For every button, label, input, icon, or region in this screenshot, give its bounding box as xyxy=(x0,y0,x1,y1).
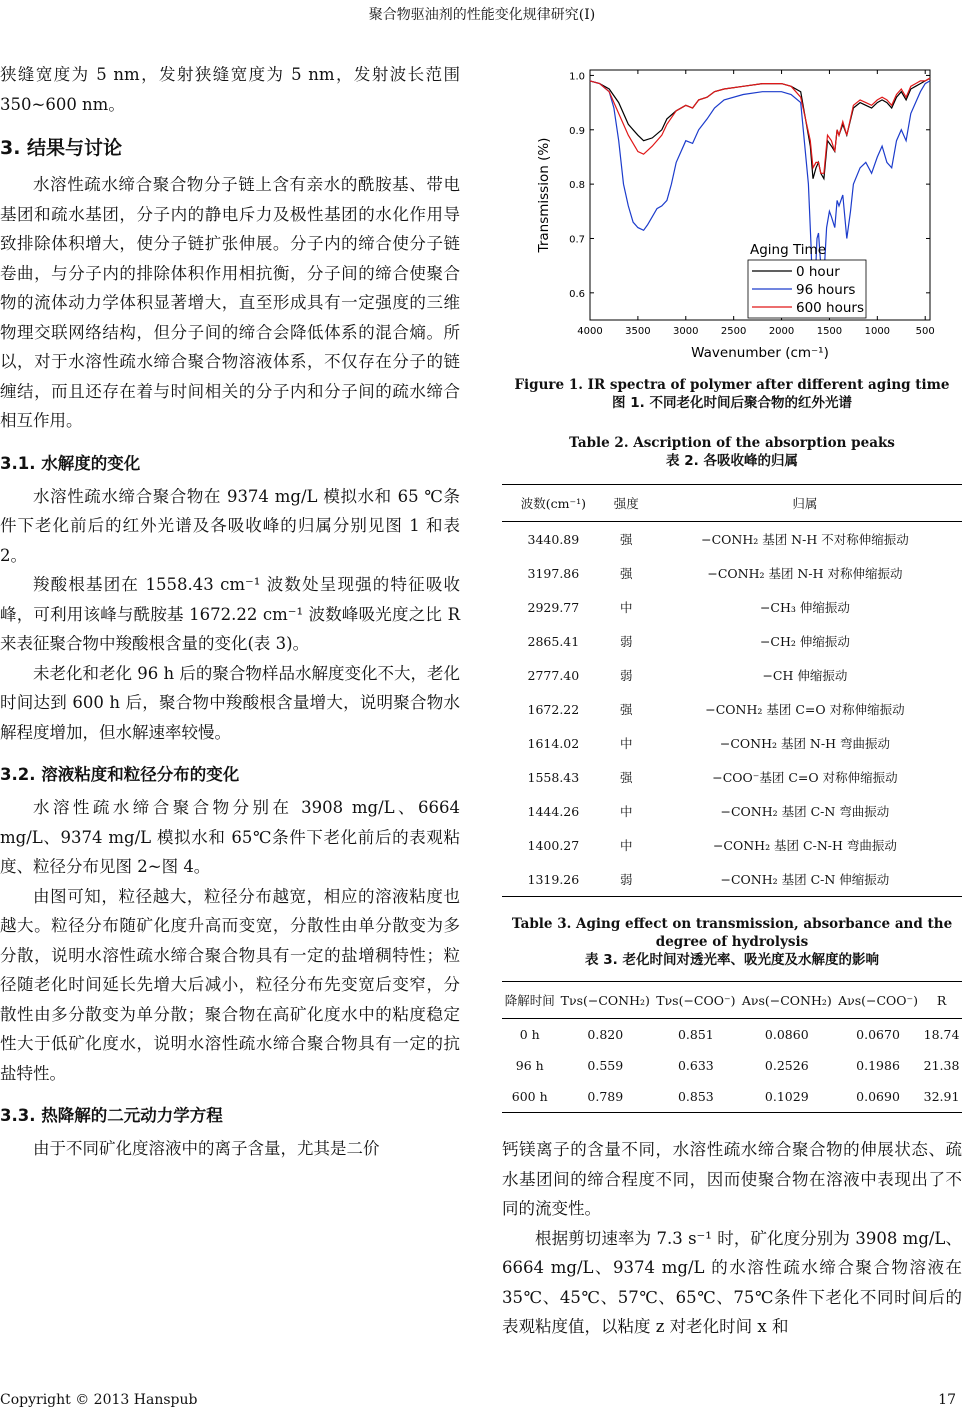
left-column xyxy=(0,60,460,1164)
table-2-cell: 强 xyxy=(620,702,633,717)
table-2-row xyxy=(502,692,962,726)
footer-copyright: Copyright © 2013 Hanspub xyxy=(0,1392,198,1408)
table-3-header-row xyxy=(502,982,962,1019)
table-3-cell: 0.0670 xyxy=(856,1027,900,1042)
table-2-cell: 中 xyxy=(620,600,633,615)
table-2-cell: 1444.26 xyxy=(527,803,580,819)
table-2-row xyxy=(502,726,962,760)
table-2-cell: 3197.86 xyxy=(527,565,580,581)
table-2-cell: 2777.40 xyxy=(527,667,580,683)
table-2-cell: −CH₃ 伸缩振动 xyxy=(759,600,850,615)
table-3-header-cell: Aνs(−COO⁻) xyxy=(835,982,921,1019)
x-tick-label: 1000 xyxy=(864,326,891,337)
table-3-caption-zh: 表 3. 老化时间对透光率、吸光度及水解度的影响 xyxy=(585,952,879,968)
table-2-row xyxy=(502,760,962,794)
legend-label: 600 hours xyxy=(796,300,865,316)
table-2-header-cell: 波数(cm⁻¹) xyxy=(502,485,605,522)
table-3-cell: 0.2526 xyxy=(764,1058,809,1073)
table-2-cell: 强 xyxy=(620,770,633,785)
table-2-cell: −CONH₂ 基团 N-H 弯曲振动 xyxy=(719,736,890,751)
x-tick-label: 3500 xyxy=(625,326,651,337)
table-2-cell: −CH₂ 伸缩振动 xyxy=(759,634,850,649)
section-3-1-title: 3.1. 水解度的变化 xyxy=(0,453,141,473)
y-tick-label: 0.9 xyxy=(569,125,585,137)
table-2-cell: 2929.77 xyxy=(527,599,580,615)
table-2-cell: 1558.43 xyxy=(527,769,580,785)
table-2-cell: 3440.89 xyxy=(527,531,580,547)
table-3-cell: 96 h xyxy=(515,1058,544,1073)
table-2-cell: 中 xyxy=(620,736,633,751)
y-axis-label: Transmission (%) xyxy=(536,137,552,253)
right-column xyxy=(502,60,962,1342)
figure-1-caption-en: Figure 1. IR spectra of polymer after different aging time xyxy=(514,377,950,393)
table-2-cell: 1400.27 xyxy=(527,837,580,853)
table-2 xyxy=(502,484,962,897)
ir-spectrum-chart xyxy=(502,60,962,370)
table-2-cell: 强 xyxy=(620,532,633,547)
table-3-cell: 0.633 xyxy=(677,1058,714,1073)
table-2-row xyxy=(502,556,962,590)
table-3-caption-en: Table 3. Aging effect on transmission, absorbance and the degree of hydrolysis xyxy=(511,916,953,950)
table-3-header-cell: Aνs(−CONH₂) xyxy=(739,982,835,1019)
section-3-2-title: 3.2. 溶液粘度和粒径分布的变化 xyxy=(0,765,240,784)
table-2-row xyxy=(502,862,962,897)
table-2-header-cell: 强度 xyxy=(605,485,648,522)
table-3-header-cell: Tνs(−COO⁻) xyxy=(653,982,738,1019)
table-2-row xyxy=(502,590,962,624)
table-3-cell: 0.820 xyxy=(587,1027,624,1042)
table-3-row xyxy=(502,1019,962,1051)
table-2-cell: −COO⁻基团 C=O 对称伸缩振动 xyxy=(712,770,898,785)
table-3-row xyxy=(502,1050,962,1081)
table-3-cell: 0.1986 xyxy=(856,1058,900,1073)
table-3-header-cell: 降解时间 xyxy=(502,982,557,1019)
table-3-cell: 0.1029 xyxy=(739,1081,835,1113)
x-tick-label: 1500 xyxy=(816,326,843,337)
legend-title: Aging Time xyxy=(750,242,827,258)
table-2-row xyxy=(502,624,962,658)
table-2-cell: 弱 xyxy=(620,668,633,683)
table-2-row xyxy=(502,522,962,557)
section-3-3-title: 3.3. 热降解的二元动力学方程 xyxy=(0,1106,223,1125)
table-3-header-cell: Tνs(−CONH₂) xyxy=(557,982,653,1019)
legend-label: 0 hour xyxy=(796,264,840,280)
section-3-3-paragraph: 由于不同矿化度溶液中的离子含量，尤其是二价 xyxy=(33,1139,380,1158)
table-3-cell: 0.853 xyxy=(653,1081,738,1113)
running-head: 聚合物驱油剂的性能变化规律研究(I) xyxy=(368,7,596,23)
table-2-row xyxy=(502,658,962,692)
right-continuation-paragraph: 钙镁离子的含量不同，水溶性疏水缔合聚合物的伸展状态、疏水基团间的缔合程度不同，因而使聚合物在溶液中表现出了不同的流变性。 xyxy=(502,1140,962,1218)
table-2-cell: 1319.26 xyxy=(502,862,605,897)
table-3-cell: 0.559 xyxy=(587,1058,624,1073)
y-tick-label: 0.8 xyxy=(569,180,585,192)
x-axis-label: Wavenumber (cm⁻¹) xyxy=(691,345,829,361)
table-3-cell: 600 h xyxy=(502,1081,557,1113)
right-last-paragraph: 根据剪切速率为 7.3 s⁻¹ 时，矿化度分别为 3908 mg/L、6664 mg/L、9374 mg/L 的水溶性疏水缔合聚合物溶液在 35℃、45℃、57℃、65℃、75℃条件下老化不同时间后的表观粘度值，以粘度 z 对老化时间 x 和 xyxy=(502,1228,962,1336)
table-2-caption-zh: 表 2. 各吸收峰的归属 xyxy=(666,453,798,469)
section-3-2-paragraph-1: 水溶性疏水缔合聚合物分别在 3908 mg/L、6664 mg/L、9374 mg/L 模拟水和 65℃条件下老化前后的表观粘度、粒径分布见图 2~图 4。 xyxy=(0,798,460,876)
figure-1-caption xyxy=(502,376,962,412)
table-2-cell: −CONH₂ 基团 C-N 弯曲振动 xyxy=(720,804,890,819)
section-3-paragraph: 水溶性疏水缔合聚合物分子链上含有亲水的酰胺基、带电基团和疏水基团，分子内的静电斥力及极性基团的水化作用导致排除体积增大，使分子链扩张伸展。分子内的缔合使分子链卷曲，与分子内的排除体积作用相抗衡，分子间的缔合使聚合物的流体动力学体积显著增大，直至形成具有一定强度的三维物理交联网络结构，但分子间的缔合会降低体系的混合熵。所以，对于水溶性疏水缔合聚合物溶液体系，不仅存在分子的链缠结，而且还存在着与时间相关的分子内和分子间的疏水缔合相互作用。 xyxy=(0,175,460,430)
section-3-1-paragraph-3: 未老化和老化 96 h 后的聚合物样品水解度变化不大，老化时间达到 600 h 后，聚合物中羧酸根含量增大，说明聚合物水解程度增加，但水解速率较慢。 xyxy=(0,663,460,742)
table-2-cell: 强 xyxy=(620,566,633,581)
table-2-caption xyxy=(502,434,962,470)
table-2-row xyxy=(502,794,962,828)
intro-paragraph: 狭缝宽度为 5 nm，发射狭缝宽度为 5 nm，发射波长范围 350~600 nm。 xyxy=(0,65,460,114)
legend-label: 96 hours xyxy=(796,282,856,298)
table-2-cell: 1672.22 xyxy=(527,701,580,717)
table-2-cell: −CONH₂ 基团 N-H 对称伸缩振动 xyxy=(707,566,903,581)
section-3-1-paragraph-1: 水溶性疏水缔合聚合物在 9374 mg/L 模拟水和 65 ℃条件下老化前后的红外光谱及各吸收峰的归属分别见图 1 和表 2。 xyxy=(0,486,460,565)
footer-page-number: 17 xyxy=(938,1392,956,1408)
table-2-row xyxy=(502,828,962,862)
table-2-cell: 中 xyxy=(620,838,633,853)
table-2-cell: 2865.41 xyxy=(527,633,580,649)
x-tick-label: 500 xyxy=(915,326,935,337)
x-tick-label: 4000 xyxy=(577,326,603,337)
figure-1-caption-zh: 图 1. 不同老化时间后聚合物的红外光谱 xyxy=(612,395,852,411)
x-tick-label: 2000 xyxy=(768,326,795,337)
table-2-cell: −CONH₂ 基团 C=O 对称伸缩振动 xyxy=(705,702,905,717)
table-3-cell: 21.38 xyxy=(923,1058,960,1073)
y-tick-label: 0.6 xyxy=(569,288,585,300)
table-3-cell: 0.0690 xyxy=(835,1081,921,1113)
x-tick-label: 3000 xyxy=(673,326,699,337)
table-2-cell: −CONH₂ 基团 N-H 不对称伸缩振动 xyxy=(701,532,909,547)
table-2-header-row xyxy=(502,485,962,522)
table-3-cell: 0.789 xyxy=(557,1081,653,1113)
table-2-cell: 1614.02 xyxy=(527,735,580,751)
table-3-cell: 0 h xyxy=(519,1027,540,1042)
table-2-cell: −CH 伸缩振动 xyxy=(762,668,848,683)
table-3-caption xyxy=(502,915,962,969)
section-3-title: 3. 结果与讨论 xyxy=(0,137,123,159)
series-line-0-hour xyxy=(590,78,930,179)
table-3-header-cell: R xyxy=(921,982,962,1019)
table-3-cell: 18.74 xyxy=(923,1027,960,1042)
y-tick-label: 0.7 xyxy=(569,234,585,246)
section-3-2-paragraph-2: 由图可知，粒径越大，粒径分布越宽，相应的溶液粘度也越大。粒径分布随矿化度升高而变宽，分散性由单分散变为多分散，说明水溶性疏水缔合聚合物具有一定的盐增稠特性；粒径随老化时间延长先增大后减小，粒径分布先变宽后变窄，分散性由多分散变为单分散；聚合物在高矿化度水中的粘度稳定性大于低矿化度水，说明水溶性疏水缔合聚合物具有一定的抗盐特性。 xyxy=(0,886,460,1083)
table-3-cell: 32.91 xyxy=(921,1081,962,1113)
table-2-header-cell: 归属 xyxy=(648,485,962,522)
table-2-caption-en: Table 2. Ascription of the absorption peaks xyxy=(569,435,895,451)
x-tick-label: 2500 xyxy=(720,326,747,337)
table-3 xyxy=(502,981,962,1113)
section-3-1-paragraph-2: 羧酸根基团在 1558.43 cm⁻¹ 波数处呈现强的特征吸收峰，可利用该峰与酰胺基 1672.22 cm⁻¹ 波数峰吸光度之比 R 来表征聚合物中羧酸根含量的变化(表 3)。 xyxy=(0,575,460,653)
y-tick-label: 1.0 xyxy=(569,71,585,83)
table-2-cell: −CONH₂ 基团 C-N-H 弯曲振动 xyxy=(712,838,897,853)
table-2-cell: 中 xyxy=(620,804,633,819)
table-3-cell: 0.0860 xyxy=(764,1027,809,1042)
table-2-cell: −CONH₂ 基团 C-N 伸缩振动 xyxy=(648,862,962,897)
table-2-cell: 弱 xyxy=(620,634,633,649)
table-3-cell: 0.851 xyxy=(677,1027,714,1042)
table-2-cell: 弱 xyxy=(605,862,648,897)
table-3-row xyxy=(502,1081,962,1113)
